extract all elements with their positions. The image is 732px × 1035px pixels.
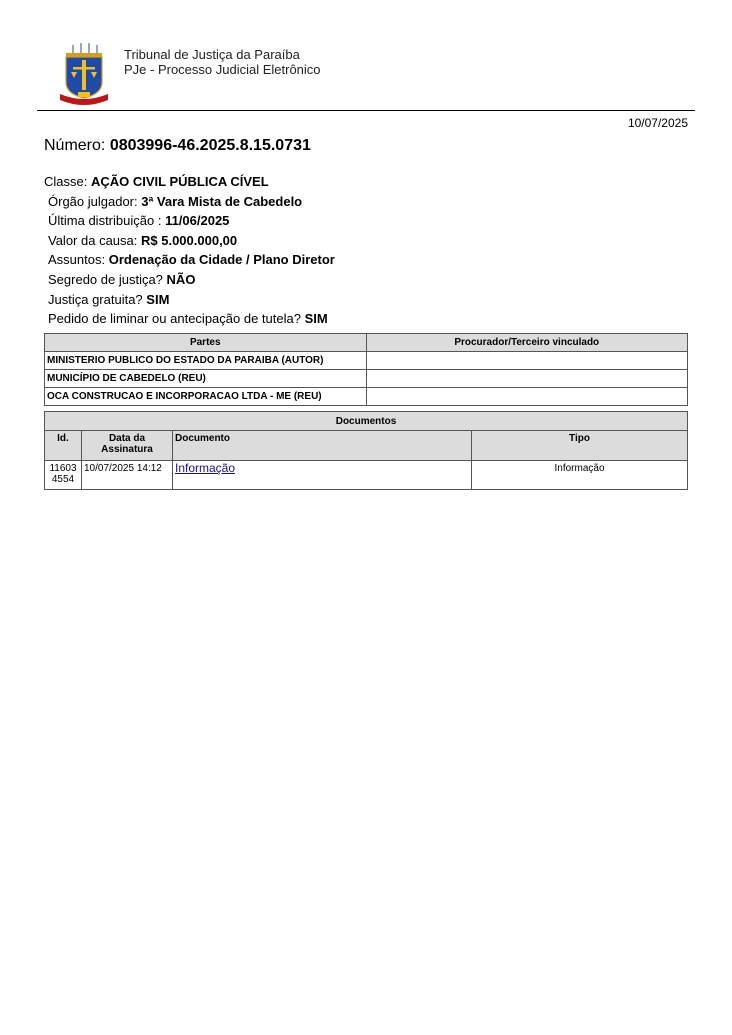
parte-name: OCA CONSTRUCAO E INCORPORACAO LTDA - ME (REU) [45,388,367,406]
col-id: Id. [45,431,82,461]
procurador-cell [366,388,688,406]
partes-header: Partes [45,334,367,352]
court-header [124,47,321,77]
procurador-header: Procurador/Terceiro vinculado [366,334,688,352]
table-row [45,388,688,406]
parte-name: MINISTERIO PUBLICO DO ESTADO DA PARAIBA (AUTOR) [45,352,367,370]
header-divider [37,110,695,111]
table-row [45,461,688,490]
procurador-cell [366,370,688,388]
field-valor-causa [44,231,335,251]
field-value: 11/06/2025 [165,213,230,229]
table-row [45,352,688,370]
field-label: Órgão julgador: [48,193,138,209]
field-label: Segredo de justiça? [48,271,163,287]
field-value: R$ 5.000.000,00 [141,232,238,248]
field-value: SIM [304,311,328,327]
col-documento: Documento [173,431,472,461]
field-classe [44,172,335,192]
doc-link[interactable]: Informação [175,461,236,475]
org-name: Tribunal de Justiça da Paraíba [124,47,300,62]
col-data-assinatura-label: Data da Assinatura [101,433,153,455]
doc-data: 10/07/2025 14:12 [82,461,173,490]
field-label: Justiça gratuita? [48,291,143,307]
process-number-label: Número: [44,137,106,154]
doc-id-value: 116034554 [49,463,77,485]
process-fields [44,172,335,329]
field-ultima-distribuicao [44,211,335,231]
table-row [45,370,688,388]
process-number-value: 0803996-46.2025.8.15.0731 [109,137,311,154]
report-date: 10/07/2025 [627,116,688,130]
field-justica-gratuita [44,290,335,310]
field-pedido-liminar [44,309,335,329]
doc-id [45,461,82,490]
doc-documento [173,461,472,490]
field-orgao-julgador [44,192,335,212]
partes-table [44,333,688,406]
field-label: Pedido de liminar ou antecipação de tutela? [48,311,301,327]
field-label: Valor da causa: [48,232,138,248]
col-tipo: Tipo [472,431,688,461]
col-data-assinatura [82,431,173,461]
documentos-table [44,411,688,490]
court-coat-of-arms-icon [58,42,110,108]
parte-name: MUNICÍPIO DE CABEDELO (REU) [45,370,367,388]
field-value: NÃO [166,271,196,287]
system-name: PJe - Processo Judicial Eletrônico [124,62,321,77]
field-label: Assuntos: [48,252,106,268]
documentos-title: Documentos [45,412,688,431]
field-value: SIM [146,291,170,307]
field-label: Última distribuição : [48,213,162,229]
field-label: Classe: [44,174,88,189]
process-number [44,137,311,155]
field-segredo-justica [44,270,335,290]
field-value: 3ª Vara Mista de Cabedelo [141,193,303,209]
field-value: AÇÃO CIVIL PÚBLICA CÍVEL [90,174,269,189]
field-value: Ordenação da Cidade / Plano Diretor [108,252,335,268]
doc-tipo: Informação [472,461,688,490]
procurador-cell [366,352,688,370]
field-assuntos [44,250,335,270]
